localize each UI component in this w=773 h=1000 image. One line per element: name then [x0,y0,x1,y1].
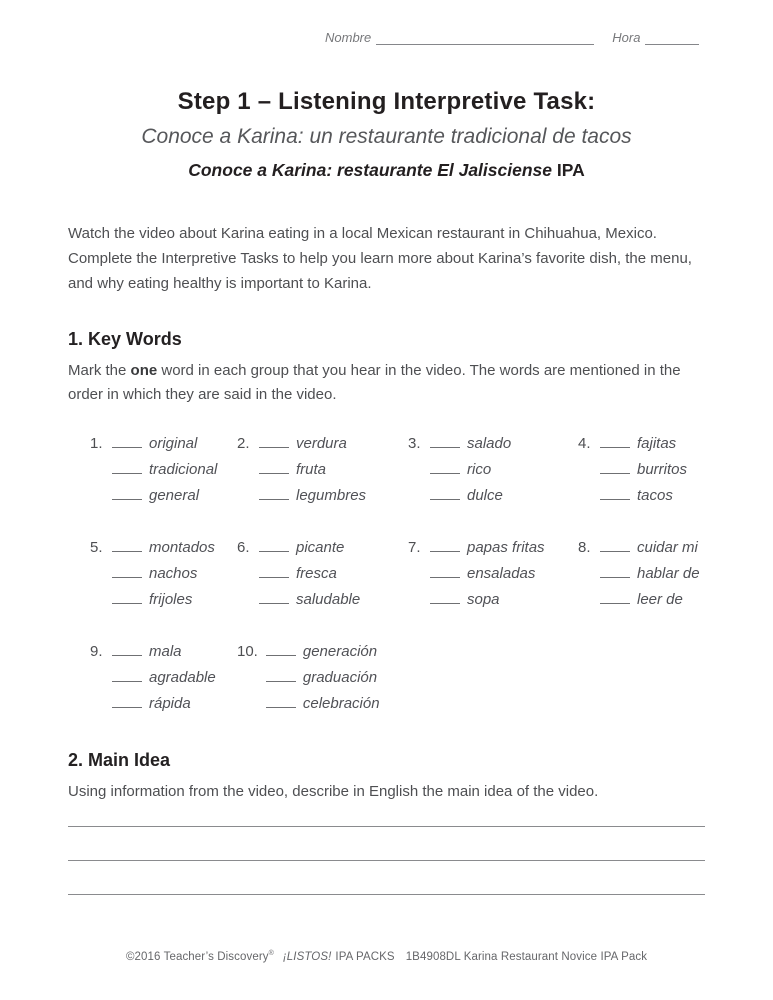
keyword-group-6 [237,535,408,613]
keyword-option [259,483,366,509]
keyword: burritos [637,461,688,478]
keyword-option [112,639,216,665]
group-number: 5. [90,539,103,556]
group-number: 2. [237,435,250,452]
keyword-option [430,457,511,483]
keyword: tradicional [149,461,218,478]
keyword: fresca [296,565,337,582]
keyword: verdura [296,435,347,452]
answer-blank[interactable] [266,642,296,656]
hora-blank[interactable] [645,30,699,45]
group-number: 7. [408,539,421,556]
intro-paragraph: Watch the video about Karina eating in a local Mexican restaurant in Chihuahua, Mexico. Complete the Interpretive Tasks to help you learn more about Karina’s favorite dish, the menu, and why eating healthy is important to Karina. [68,225,692,292]
keyword-option [430,535,545,561]
keyword-option [112,665,216,691]
keyword-option [112,431,217,457]
keyword: celebración [302,695,380,712]
group-words [112,639,216,717]
copyright-text: ©2016 Teacher’s Discovery® [125,950,274,963]
keyword: nachos [149,565,198,582]
answer-blank[interactable] [430,590,460,604]
group-words [430,431,511,509]
subtitle-spanish: Conoce a Karina: un restaurante tradicional de tacos [141,125,632,148]
group-words [430,535,545,613]
group-number: 9. [90,643,103,660]
footer-listos: ¡LISTOS! [282,950,332,963]
footer [0,950,773,963]
keyword: rápida [149,695,191,712]
instruction-text: word in each group that you hear in the video. The words are mentioned in the order in which they are said in the video. [68,362,681,403]
answer-blank[interactable] [112,486,142,500]
keyword-group-9 [90,639,237,717]
keyword-option [600,431,687,457]
keyword: frijoles [149,591,193,608]
keyword-group-8 [578,535,705,613]
keyword-group-3 [408,431,578,509]
keyword-option [266,665,380,691]
keyword-option [259,535,360,561]
group-number: 1. [90,435,103,452]
registered-mark: ® [268,950,274,957]
answer-blank[interactable] [266,668,296,682]
keyword: fruta [296,461,327,478]
nombre-blank[interactable] [376,30,594,45]
group-words [112,535,215,613]
keyword: cuidar mi [637,539,698,556]
answer-blank[interactable] [259,564,289,578]
keyword: fajitas [637,435,677,452]
answer-blank[interactable] [112,694,142,708]
keyword-option [600,587,700,613]
answer-blank[interactable] [430,564,460,578]
keyword: papas fritas [467,539,545,556]
group-number: 10. [237,643,258,660]
page-title: Step 1 – Listening Interpretive Task: [177,88,596,115]
answer-blank[interactable] [259,538,289,552]
keyword: salado [467,435,512,452]
keyword-option [112,483,217,509]
keyword: saludable [296,591,361,608]
subtitle-ipa-suffix: IPA [552,160,585,180]
keyword-option [112,561,215,587]
answer-blank[interactable] [430,460,460,474]
keyword-option [112,457,217,483]
answer-blank[interactable] [112,538,142,552]
answer-blank[interactable] [112,590,142,604]
keyword-option [266,639,380,665]
keyword-group-2 [237,431,408,509]
writing-line[interactable] [68,861,705,895]
answer-blank[interactable] [259,590,289,604]
answer-blank[interactable] [430,434,460,448]
keyword: graduación [302,669,378,686]
writing-line[interactable] [68,827,705,861]
group-words [259,535,360,613]
subtitle-ipa [68,160,705,181]
answer-blank[interactable] [600,434,630,448]
answer-blank[interactable] [266,694,296,708]
hora-label: Hora [612,30,641,45]
keyword: picante [296,539,345,556]
group-words [600,535,700,613]
subtitle-ipa-italic: Conoce a Karina: restaurante El Jalisciense [188,160,553,180]
keyword: tacos [637,487,673,504]
keyword: general [149,487,200,504]
keyword: rico [467,461,492,478]
keyword-group-4 [578,431,705,509]
keyword: agradable [149,669,216,686]
keywords-heading: 1. Key Words [68,329,182,349]
group-words [600,431,687,509]
keyword-option [430,483,511,509]
keyword-option [600,561,700,587]
group-number: 3. [408,435,421,452]
keyword-option [112,587,215,613]
name-hora-header [325,30,702,45]
keyword-option [600,483,687,509]
answer-blank[interactable] [600,590,630,604]
answer-blank[interactable] [600,486,630,500]
keyword-group-5 [90,535,237,613]
keywords-groups [90,431,705,717]
answer-blank[interactable] [430,486,460,500]
keyword: sopa [467,591,500,608]
keyword-group-10 [237,639,408,717]
writing-line[interactable] [68,804,705,827]
footer-product-code: 1B4908DL Karina Restaurant Novice IPA Pack [405,950,648,963]
answer-blank[interactable] [112,668,142,682]
keyword-option [259,457,366,483]
answer-blank[interactable] [600,564,630,578]
answer-blank[interactable] [112,642,142,656]
answer-blank[interactable] [259,460,289,474]
answer-blank[interactable] [259,486,289,500]
instruction-text: Mark the [68,362,131,379]
keyword: generación [302,643,378,660]
main-idea-writing-area [68,804,705,895]
keyword-option [266,691,380,717]
answer-blank[interactable] [600,460,630,474]
keyword-option [600,457,687,483]
group-words [266,639,380,717]
answer-blank[interactable] [112,564,142,578]
answer-blank[interactable] [112,434,142,448]
keyword-group-1 [90,431,237,509]
group-words [259,431,366,509]
group-number: 4. [578,435,591,452]
answer-blank[interactable] [259,434,289,448]
keyword: ensaladas [467,565,536,582]
answer-blank[interactable] [112,460,142,474]
keyword-option [112,691,216,717]
nombre-label: Nombre [325,30,372,45]
keywords-instruction [68,359,705,407]
main-idea-heading: 2. Main Idea [68,750,171,770]
keyword-option [600,535,700,561]
keyword-option [430,561,545,587]
keyword-option [259,431,366,457]
keyword: dulce [467,487,503,504]
keyword-group-7 [408,535,578,613]
keyword: hablar de [637,565,700,582]
keyword: original [149,435,198,452]
keyword: legumbres [296,487,367,504]
answer-blank[interactable] [600,538,630,552]
group-number: 8. [578,539,591,556]
main-idea-instruction: Using information from the video, describe in English the main idea of the video. [68,783,599,800]
keyword-option [430,431,511,457]
group-words [112,431,217,509]
keyword-option [259,561,360,587]
instruction-bold-word: one [130,362,158,379]
keyword: mala [149,643,182,660]
keyword: leer de [637,591,683,608]
keyword: montados [149,539,215,556]
answer-blank[interactable] [430,538,460,552]
group-number: 6. [237,539,250,556]
footer-ipa-packs: IPA PACKS [335,950,395,963]
keyword-option [112,535,215,561]
keyword-option [430,587,545,613]
keyword-option [259,587,360,613]
